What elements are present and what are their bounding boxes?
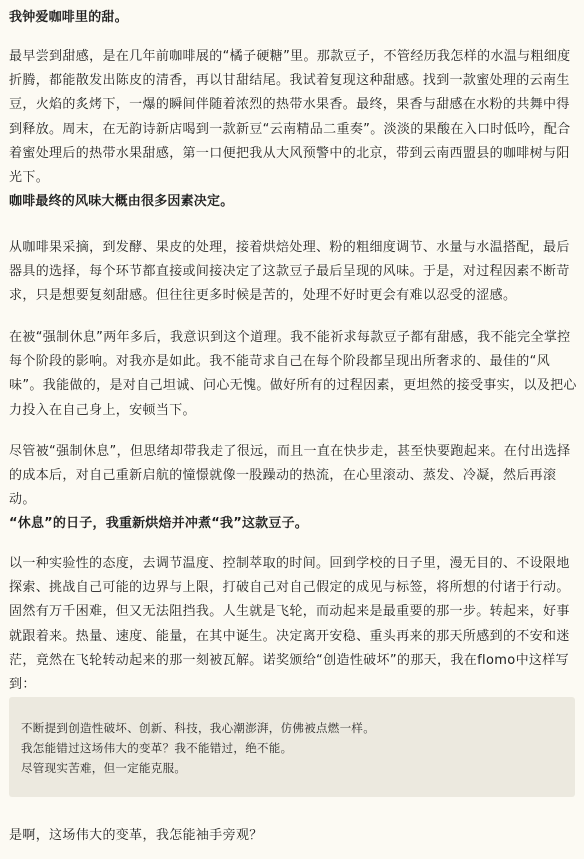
paragraph-closing: 是啊，这场伟大的变革，我怎能袖手旁观？ — [9, 828, 263, 843]
paragraph-experiment-flywheel: 以一种实验性的态度，去调节温度、控制萃取的时间。回到学校的日子里，漫无目的、不设限地探索、挑战自己可能的边界与上限，打破自己对自己假定的成见与标签，将所想的付诸于行动。固然有万千困难，但又无法阻挡我。人生就是飞轮，而动起来是最重要的那一步。转起来，好事就跟着来。热量、速度、能量，在其中诞生。决定离开安稳、重头再来的那天所感到的不安和迷茫，竟然在飞轮转动起来的那一刻被瓦解。诺奖颁给“创造性破坏”的那天，我在flomo中这样写到： — [9, 556, 570, 693]
paragraph-thoughts-running: 尽管被“强制休息”，但思绪却带我走了很远，而且一直在快步走，甚至快要跑起来。在付出选择的成本后，对自己重新启航的憧憬就像一股躁动的热流，在心里滚动、蒸发、冷凝，然后再滚动。 — [9, 444, 571, 508]
paragraph-first-sweetness: 最早尝到甜感，是在几年前咖啡展的“橘子硬糖”里。那款豆子，不管经历我怎样的水温与粗细度折腾，都能散发出陈皮的清香，再以甘甜结尾。我试着复现这种甜感。找到一款蜜处理的云南生豆，火焰的炙烤下，一爆的瞬间伴随着浓烈的热带水果香。最终，果香与甜感在水粉的共舞中得到释放。周末，在无韵诗新店喝到一款新豆“云南精品二重奏”。淡淡的果酸在入口时低吟，配合着蜜处理后的热带水果甜感，第一口便把我从大风预警中的北京，带到云南西盟县的咖啡树与阳光下。 — [9, 49, 571, 186]
paragraph-forced-rest: 在被“强制休息”两年多后，我意识到这个道理。我不能祈求每款豆子都有甜感，我不能完全掌控每个阶段的影响。对我亦是如此。我不能苛求自己在每个阶段都呈现出所奢求的、最佳的“风味”。我能做的，是对自己坦诚、问心无愧。做好所有的过程因素，更坦然的接受事实，以及把心力投入在自己身上，安顿当下。 — [9, 330, 577, 418]
section-heading-rest-days: “休息”的日子，我重新烘焙并冲煮“我”这款豆子。 — [9, 516, 308, 531]
section-heading-sweetness: 我钟爱咖啡里的甜。 — [9, 10, 128, 25]
paragraph-process-factors: 从咖啡果采摘，到发酵、果皮的处理，接着烘焙处理、粉的粗细度调节、水量与水温搭配，最后器具的选择，每个环节都直接或间接决定了这款豆子最后呈现的风味。于是，对过程因素不断苛求，只是想要复刻甜感。但往往更多时候是苦的，处理不好时更会有难以忍受的涩感。 — [9, 240, 570, 304]
quote-line: 我怎能错过这场伟大的变革？我不能错过，绝不能。 — [21, 741, 293, 755]
quote-line: 尽管现实苦难，但一定能克服。 — [21, 761, 187, 775]
section-heading-flavor-factors: 咖啡最终的风味大概由很多因素决定。 — [9, 194, 234, 209]
quote-block — [9, 697, 575, 797]
quote-line: 不断提到创造性破坏、创新、科技，我心潮澎湃，仿佛被点燃一样。 — [21, 721, 375, 735]
